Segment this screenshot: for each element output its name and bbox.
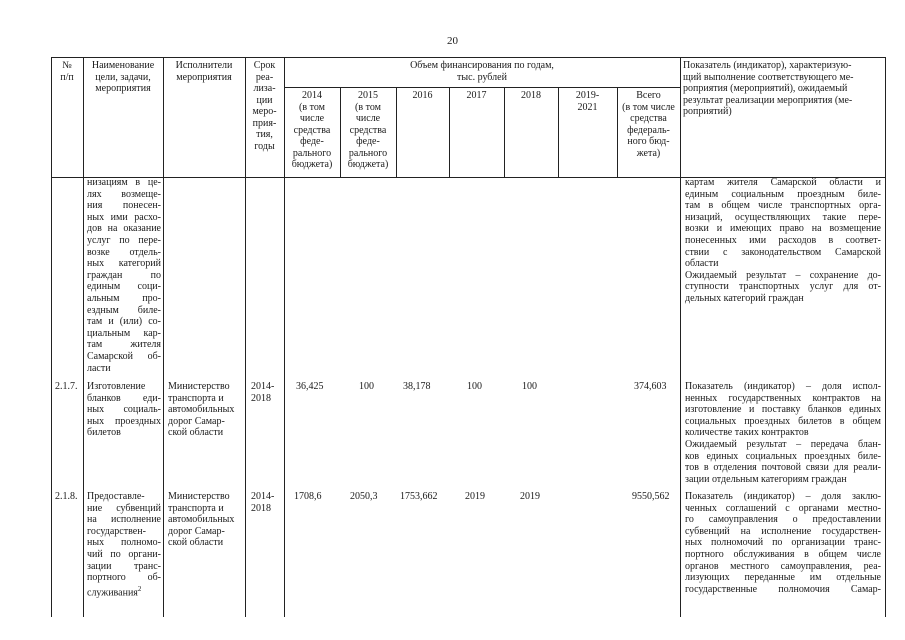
text-line: чий по органи- (87, 548, 161, 560)
value-2014: 1708,6 (294, 491, 322, 502)
header-col-total (617, 90, 680, 159)
value-2017: 2019 (465, 491, 485, 502)
cont-row-indicator (685, 177, 881, 305)
header-text: рального (292, 147, 332, 159)
row-executor (168, 491, 244, 549)
header-text: жета) (636, 147, 661, 159)
text-line: ных проездных (87, 415, 161, 427)
text-line: автомобильных (168, 404, 235, 416)
header-text: бюджета) (291, 159, 333, 170)
text-line: тов в отделения почтовой связи для реали- (685, 462, 881, 474)
text-line: там и (или) со- (87, 316, 161, 328)
text-line: там жителя (87, 339, 161, 351)
text-line: 2014- (251, 491, 275, 502)
header-col-indicator (683, 60, 883, 118)
text-line: Самарской об- (87, 350, 161, 362)
header-text: Срок (253, 60, 276, 71)
text-line (87, 584, 161, 599)
page-number: 20 (447, 35, 458, 47)
text-line: портного об- (87, 572, 161, 584)
value-2018: 2019 (520, 491, 540, 502)
header-year-2018: 2018 (521, 90, 541, 101)
text-line: ездным биле- (87, 304, 161, 316)
text-line: ния понесен- (87, 200, 161, 212)
header-text: средства (349, 124, 387, 136)
value-2018: 100 (522, 381, 537, 392)
text-line: количестве таких контрактов (685, 427, 809, 439)
text-line: транспорта и (168, 392, 224, 404)
text-line: ных полномо- (87, 537, 161, 549)
header-year-2014 (284, 90, 340, 171)
text-line: ствии с законодательством Самарской (685, 246, 881, 258)
text-line: бланков еди- (87, 392, 161, 404)
text-line: услуг по пере- (87, 234, 161, 246)
header-text: лиза- (253, 83, 276, 94)
text-line: на исполнение (87, 514, 161, 526)
value-2017: 100 (467, 381, 482, 392)
text-line: альным про- (87, 292, 161, 304)
text-line: картам жителя Самарской области и (685, 177, 881, 188)
table-top-border (51, 57, 886, 58)
header-text: щий выполнение соответствующего ме- (683, 71, 854, 83)
text-line: государствен- (87, 525, 146, 537)
header-text: феде- (300, 136, 324, 147)
text-line: возке отдель- (87, 246, 161, 258)
header-text: числе (355, 113, 381, 124)
header-text: цели, задачи, (95, 71, 151, 83)
text-line: ступности транспортных услуг для от- (685, 281, 881, 293)
value-2016: 1753,662 (400, 491, 438, 502)
col-divider (163, 57, 164, 617)
header-text: годы (254, 140, 275, 152)
text-line: ской области (168, 427, 224, 439)
text-line: билетов (87, 427, 121, 439)
text-line: ных социаль- (87, 404, 161, 416)
header-text: ции (256, 94, 273, 106)
row-executor (168, 381, 244, 439)
header-text: (в том (299, 101, 325, 113)
text-line: органов местного самоуправления, реа- (685, 560, 881, 572)
text-line: Ожидаемый результат – передача блан- (685, 438, 881, 450)
text-line: дорог Самар- (168, 415, 225, 427)
header-text: мероприятия (176, 71, 232, 83)
header-text: рального (348, 147, 388, 159)
text-line: Министерство (168, 491, 230, 502)
header-text: федераль- (627, 124, 670, 136)
row-name (87, 491, 161, 599)
header-text: Объем финансирования по годам, (410, 60, 554, 71)
text-line: единым соци- (87, 281, 161, 293)
text-line: ласти (87, 362, 111, 374)
header-text: ного бюд- (627, 136, 670, 147)
header-text: прия- (252, 117, 277, 129)
header-text: мероприятия (95, 83, 151, 94)
text-line: зации отдельным категориям граждан (685, 473, 847, 485)
header-text: средства (293, 124, 331, 136)
text-line: лях возмеще- (87, 188, 161, 200)
header-text: 2021 (577, 101, 598, 113)
text-line: дельных категорий граждан (685, 292, 804, 304)
row-number: 2.1.8. (55, 491, 78, 502)
header-text: Всего (636, 90, 661, 101)
text-line: циальным кар- (87, 327, 161, 339)
header-year-2015 (340, 90, 396, 171)
header-text: 2014 (302, 90, 322, 101)
header-col-name (83, 60, 163, 95)
header-text: реа- (255, 71, 274, 83)
text-line: государственные полномочия Самар- (685, 583, 881, 595)
text-line: Ожидаемый результат – сохранение до- (685, 269, 881, 281)
header-text: бюджета) (347, 159, 389, 170)
header-text: Показатель (индикатор), характеризую- (683, 60, 852, 71)
text-line: социальных проездных билетов в общем (685, 415, 881, 427)
cont-row-name (87, 177, 161, 374)
table-right-border (885, 57, 886, 617)
header-text: тия, (256, 129, 273, 140)
header-year-2017: 2017 (466, 90, 487, 101)
text-line: низаций, осуществляющих такие пере- (685, 211, 881, 223)
header-text: (в том числе (622, 101, 675, 113)
text-line: Показатель (индикатор) – доля заклю- (685, 491, 881, 502)
text-line: там в общем числе транспортных орга- (685, 200, 881, 212)
value-2015: 2050,3 (350, 491, 378, 502)
row-term (251, 381, 281, 404)
text-line: области (685, 258, 719, 270)
header-text: (в том (355, 101, 381, 113)
text-line: портного обслуживания в общем числе (685, 548, 881, 560)
header-text: роприятий) (683, 106, 732, 117)
header-text: Наименование (91, 60, 155, 71)
header-text: средства (630, 113, 667, 124)
text-line: 2014- (251, 381, 275, 392)
header-text: числе (299, 113, 325, 124)
text-line: граждан по (87, 269, 161, 281)
text-line: ние субвенций (87, 502, 161, 514)
text-line: ных полномочий по организации транс- (685, 537, 881, 549)
finance-subheader-border (284, 87, 680, 88)
text-line: ных ими расхо- (87, 211, 161, 223)
text-line: дорог Самар- (168, 525, 225, 537)
text-line: 2018 (251, 392, 271, 404)
text-line: Министерство (168, 381, 230, 392)
text-line: субвенций на исполнение государствен- (685, 525, 881, 537)
text-line: зации транс- (87, 560, 161, 572)
value-total: 374,603 (634, 381, 667, 392)
header-text: 2019- (575, 90, 600, 101)
text-line: транспорта и (168, 502, 224, 514)
text-line: дов на оказание (87, 223, 161, 235)
text-line: возки и имеющих право на возмещение (685, 223, 881, 235)
text-line: Изготовление (87, 381, 146, 392)
text-line: изготовление и поставку бланков единых (685, 404, 881, 416)
header-text: 2015 (358, 90, 378, 101)
header-text: Исполнители (175, 60, 233, 71)
text-line: Предоставле- (87, 491, 145, 502)
header-year-2016: 2016 (412, 90, 433, 101)
text-line: го самоуправления о предоставлении (685, 514, 881, 526)
value-2014: 36,425 (296, 381, 324, 392)
text-line: лизующих переданные им отдельные (685, 572, 881, 584)
text-line: 2018 (251, 502, 271, 514)
table-left-border (51, 57, 52, 617)
text-line: понесенных ими расходов в соответ- (685, 234, 881, 246)
header-col-exec (163, 60, 245, 83)
value-2015: 100 (359, 381, 374, 392)
text-line: ской области (168, 537, 224, 549)
text-line: ков единых социальных проездных биле- (685, 450, 881, 462)
header-text: результат реализации мероприятия (ме- (683, 94, 853, 106)
col-divider (680, 57, 681, 617)
header-year-2019-2021 (558, 90, 617, 113)
value-total: 9550,562 (632, 491, 670, 502)
row-indicator (685, 381, 881, 485)
header-text: № (62, 60, 72, 71)
row-term (251, 491, 281, 514)
row-number: 2.1.7. (55, 381, 78, 392)
header-col-finance (284, 60, 680, 83)
header-col-no (51, 60, 83, 83)
text-line: ненных государственных контрактов на (685, 392, 881, 404)
text-line-part: служивания (87, 587, 138, 599)
row-indicator (685, 491, 881, 595)
header-text: меро- (252, 106, 277, 117)
text-line: автомобильных (168, 514, 235, 526)
text-line: низациям в це- (87, 177, 161, 188)
text-line: ных категорий (87, 258, 161, 270)
col-divider (83, 57, 84, 617)
header-text: п/п (60, 71, 74, 83)
header-text: феде- (356, 136, 380, 147)
footnote-marker: 2 (137, 584, 142, 593)
text-line: единым социальным проездным биле- (685, 188, 881, 200)
row-name (87, 381, 161, 439)
header-text: роприятия (мероприятий), ожидаемый (683, 83, 848, 94)
header-col-term (245, 60, 284, 152)
header-text: тыс. рублей (457, 71, 507, 83)
value-2016: 38,178 (403, 381, 431, 392)
text-line: ченных соглашений с органами местно- (685, 502, 881, 514)
text-line: Показатель (индикатор) – доля испол- (685, 381, 881, 392)
